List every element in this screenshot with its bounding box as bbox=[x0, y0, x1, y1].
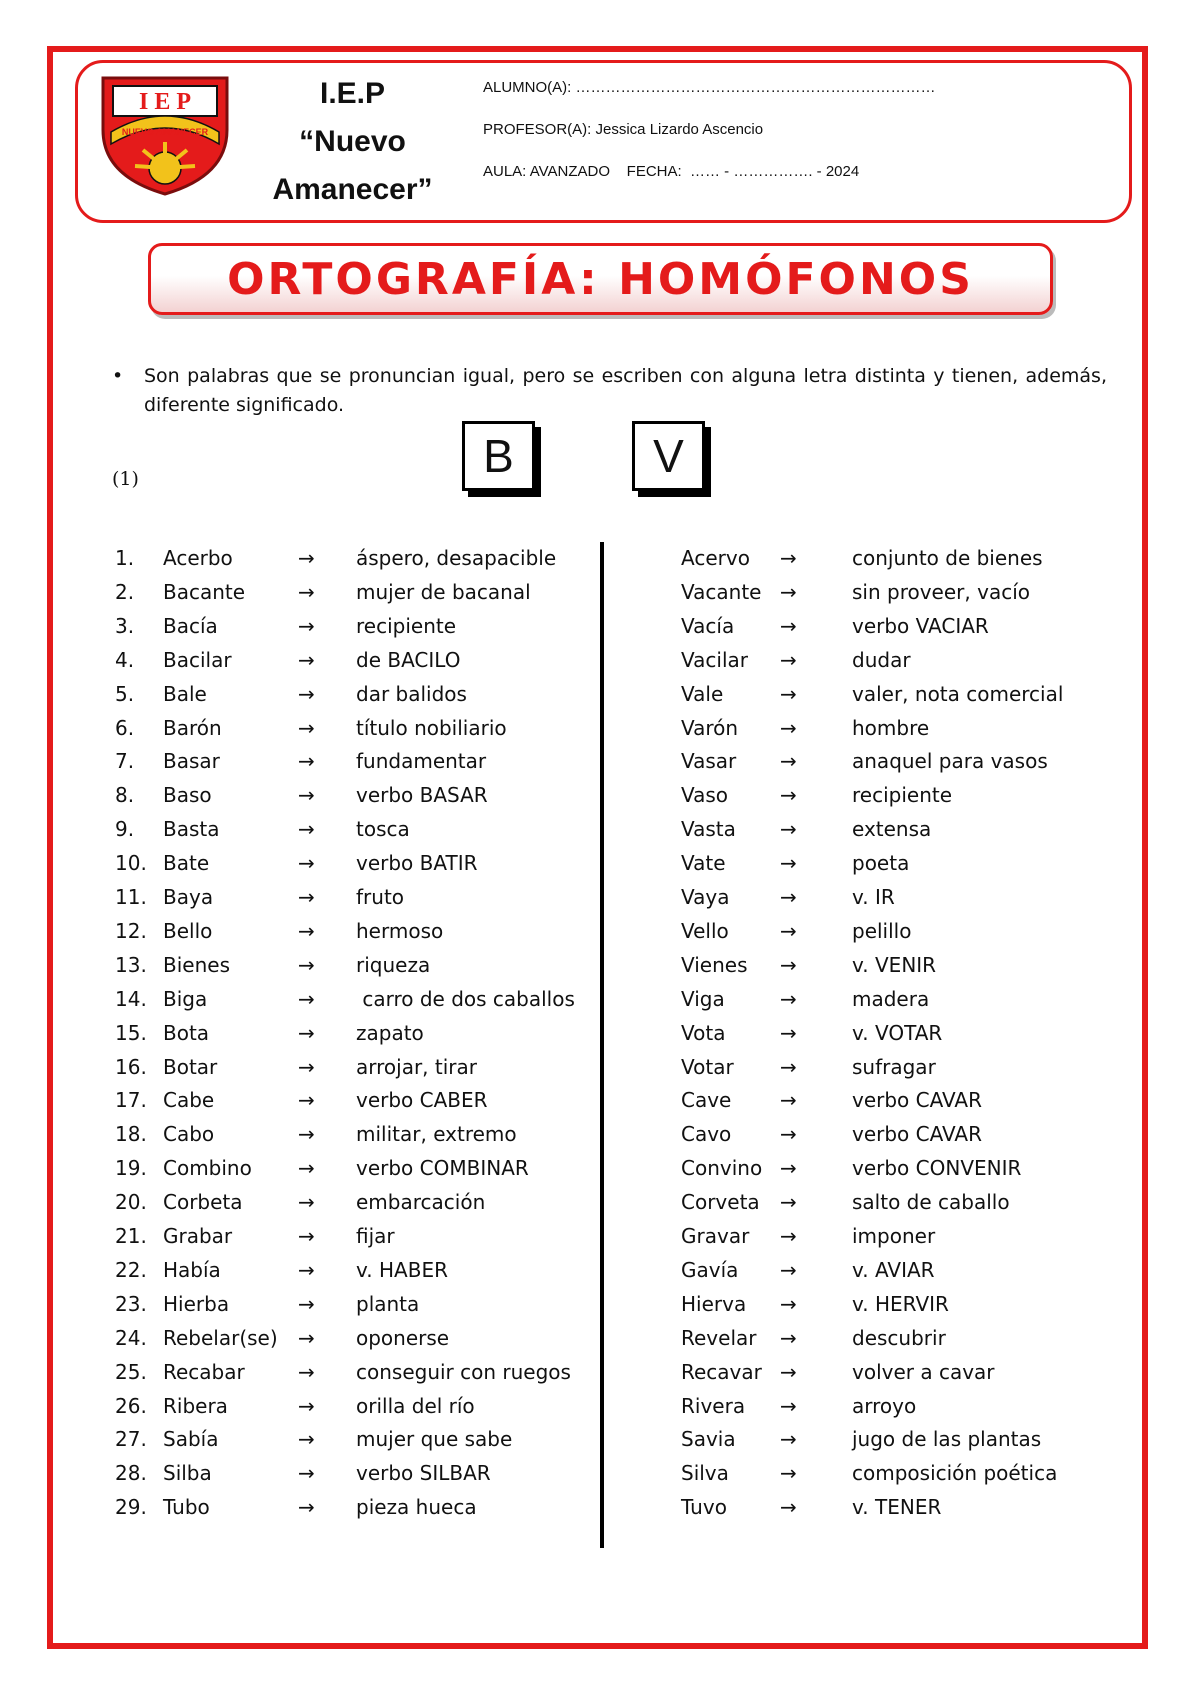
v-word: Savia bbox=[681, 1427, 736, 1452]
b-word: Recabar bbox=[163, 1359, 245, 1384]
item-number: 27. bbox=[115, 1427, 147, 1452]
arrow-icon: → bbox=[780, 1088, 797, 1113]
v-word: Vasar bbox=[681, 749, 737, 774]
b-meaning: de BACILO bbox=[356, 647, 461, 672]
v-meaning: arroyo bbox=[852, 1393, 917, 1418]
v-meaning: composición poética bbox=[852, 1461, 1058, 1486]
v-meaning: verbo CONVENIR bbox=[852, 1156, 1022, 1181]
b-meaning: embarcación bbox=[356, 1190, 486, 1215]
b-meaning: verbo COMBINAR bbox=[356, 1156, 529, 1181]
item-number: 20. bbox=[115, 1190, 147, 1215]
arrow-icon: → bbox=[298, 1020, 315, 1045]
arrow-icon: → bbox=[780, 1156, 797, 1181]
v-word: Vaso bbox=[681, 783, 729, 808]
v-meaning: extensa bbox=[852, 817, 932, 842]
list-item bbox=[0, 919, 1200, 949]
arrow-icon: → bbox=[780, 1291, 797, 1316]
list-item bbox=[0, 1190, 1200, 1220]
arrow-icon: → bbox=[780, 546, 797, 570]
v-meaning: descubrir bbox=[852, 1325, 946, 1350]
arrow-icon: → bbox=[298, 1325, 315, 1350]
arrow-icon: → bbox=[298, 986, 315, 1011]
arrow-icon: → bbox=[780, 817, 797, 842]
b-meaning: conseguir con ruegos bbox=[356, 1359, 571, 1384]
b-word: Acerbo bbox=[163, 546, 233, 570]
item-number: 1. bbox=[115, 546, 135, 570]
b-meaning: recipiente bbox=[356, 613, 457, 638]
item-number: 10. bbox=[115, 851, 147, 876]
list-item bbox=[0, 1495, 1200, 1525]
b-word: Cabo bbox=[163, 1122, 215, 1147]
b-word: Tubo bbox=[163, 1495, 210, 1520]
arrow-icon: → bbox=[298, 1054, 315, 1079]
v-word: Vacía bbox=[681, 613, 735, 638]
arrow-icon: → bbox=[298, 952, 315, 977]
b-meaning: título nobiliario bbox=[356, 715, 507, 740]
arrow-icon: → bbox=[780, 1054, 797, 1079]
arrow-icon: → bbox=[780, 1257, 797, 1282]
item-number: 5. bbox=[115, 681, 135, 706]
arrow-icon: → bbox=[780, 1427, 797, 1452]
v-word: Vienes bbox=[681, 952, 748, 977]
v-word: Cavo bbox=[681, 1122, 732, 1147]
v-word: Acervo bbox=[681, 546, 750, 570]
arrow-icon: → bbox=[298, 1291, 315, 1316]
list-item bbox=[0, 580, 1200, 610]
v-meaning: verbo CAVAR bbox=[852, 1088, 982, 1113]
item-number: 7. bbox=[115, 749, 135, 774]
b-meaning: riqueza bbox=[356, 952, 431, 977]
school-name-line3: Amanecer” bbox=[272, 173, 433, 206]
arrow-icon: → bbox=[298, 1393, 315, 1418]
v-word: Vaya bbox=[681, 885, 730, 909]
arrow-icon: → bbox=[298, 546, 315, 570]
item-number: 12. bbox=[115, 918, 147, 943]
v-meaning: imponer bbox=[852, 1224, 936, 1248]
v-meaning: sufragar bbox=[852, 1054, 936, 1079]
arrow-icon: → bbox=[780, 986, 797, 1011]
b-meaning: verbo CABER bbox=[356, 1088, 488, 1113]
b-meaning: oponerse bbox=[356, 1325, 450, 1350]
arrow-icon: → bbox=[780, 918, 797, 943]
item-number: 15. bbox=[115, 1020, 147, 1045]
b-meaning: orilla del río bbox=[356, 1393, 475, 1418]
v-meaning: dudar bbox=[852, 647, 911, 672]
b-meaning: fundamentar bbox=[356, 749, 487, 774]
list-item bbox=[0, 614, 1200, 644]
b-word: Sabía bbox=[163, 1427, 219, 1452]
v-meaning: madera bbox=[852, 986, 930, 1011]
v-meaning: v. AVIAR bbox=[852, 1257, 935, 1282]
arrow-icon: → bbox=[780, 1325, 797, 1350]
arrow-icon: → bbox=[298, 1359, 315, 1384]
item-number: 22. bbox=[115, 1257, 147, 1282]
list-item bbox=[0, 885, 1200, 915]
b-word: Bale bbox=[163, 681, 207, 706]
b-word: Grabar bbox=[163, 1224, 233, 1248]
item-number: 18. bbox=[115, 1122, 147, 1147]
b-meaning: planta bbox=[356, 1291, 420, 1316]
list-item bbox=[0, 817, 1200, 847]
list-item bbox=[0, 851, 1200, 881]
list-item bbox=[0, 1326, 1200, 1356]
v-word: Votar bbox=[681, 1054, 734, 1079]
b-word: Ribera bbox=[163, 1393, 228, 1418]
item-number: 13. bbox=[115, 952, 147, 977]
list-item bbox=[0, 1156, 1200, 1186]
list-item bbox=[0, 1055, 1200, 1085]
b-word: Baso bbox=[163, 783, 212, 808]
b-word: Bacante bbox=[163, 579, 246, 604]
b-word: Biga bbox=[163, 986, 208, 1011]
arrow-icon: → bbox=[780, 1190, 797, 1215]
item-number: 28. bbox=[115, 1461, 147, 1486]
b-word: Basta bbox=[163, 817, 220, 842]
school-name-line1: I.E.P bbox=[319, 77, 386, 110]
class-date-field: AULA: AVANZADO FECHA: …… - ……………. - 2024 bbox=[483, 163, 860, 180]
item-number: 29. bbox=[115, 1495, 147, 1520]
b-meaning: mujer de bacanal bbox=[356, 579, 531, 604]
v-meaning: volver a cavar bbox=[852, 1359, 995, 1384]
list-item bbox=[0, 682, 1200, 712]
v-word: Convino bbox=[681, 1156, 763, 1181]
arrow-icon: → bbox=[780, 715, 797, 740]
b-word: Bello bbox=[163, 918, 213, 943]
arrow-icon: → bbox=[298, 579, 315, 604]
v-meaning: conjunto de bienes bbox=[852, 546, 1043, 570]
v-word: Revelar bbox=[681, 1325, 757, 1350]
list-item bbox=[0, 749, 1200, 779]
b-meaning: hermoso bbox=[356, 918, 444, 943]
arrow-icon: → bbox=[780, 1393, 797, 1418]
list-item bbox=[0, 1292, 1200, 1322]
arrow-icon: → bbox=[298, 647, 315, 672]
v-meaning: poeta bbox=[852, 851, 910, 876]
b-word: Bota bbox=[163, 1020, 210, 1045]
list-item bbox=[0, 1394, 1200, 1424]
arrow-icon: → bbox=[780, 783, 797, 808]
b-word: Botar bbox=[163, 1054, 218, 1079]
v-meaning: v. VENIR bbox=[852, 952, 937, 977]
v-meaning: v. TENER bbox=[852, 1495, 942, 1520]
letter-v-box: V bbox=[632, 421, 705, 491]
v-meaning: recipiente bbox=[852, 783, 953, 808]
item-number: 9. bbox=[115, 817, 135, 842]
v-word: Rivera bbox=[681, 1393, 746, 1418]
list-item bbox=[0, 953, 1200, 983]
arrow-icon: → bbox=[298, 1427, 315, 1452]
v-meaning: hombre bbox=[852, 715, 930, 740]
list-item bbox=[0, 1461, 1200, 1491]
list-item bbox=[0, 1122, 1200, 1152]
v-word: Varón bbox=[681, 715, 739, 740]
b-meaning: pieza hueca bbox=[356, 1495, 477, 1520]
v-word: Vasta bbox=[681, 817, 736, 842]
v-word: Vello bbox=[681, 918, 729, 943]
v-word: Cave bbox=[681, 1088, 732, 1113]
item-number: 11. bbox=[115, 885, 147, 909]
item-number: 19. bbox=[115, 1156, 147, 1181]
arrow-icon: → bbox=[780, 952, 797, 977]
item-number: 17. bbox=[115, 1088, 147, 1113]
v-meaning: valer, nota comercial bbox=[852, 681, 1064, 706]
letter-b-box: B bbox=[462, 421, 535, 491]
list-item bbox=[0, 648, 1200, 678]
arrow-icon: → bbox=[298, 681, 315, 706]
v-meaning: verbo VACIAR bbox=[852, 613, 989, 638]
arrow-icon: → bbox=[298, 613, 315, 638]
v-word: Vale bbox=[681, 681, 724, 706]
list-item bbox=[0, 1427, 1200, 1457]
b-word: Bate bbox=[163, 851, 210, 876]
arrow-icon: → bbox=[780, 749, 797, 774]
b-word: Basar bbox=[163, 749, 220, 774]
v-word: Silva bbox=[681, 1461, 729, 1486]
arrow-icon: → bbox=[298, 1461, 315, 1486]
v-word: Vota bbox=[681, 1020, 726, 1045]
v-meaning: verbo CAVAR bbox=[852, 1122, 982, 1147]
v-word: Gavía bbox=[681, 1257, 739, 1282]
teacher-field: PROFESOR(A): Jessica Lizardo Ascencio bbox=[483, 121, 764, 138]
v-meaning: anaquel para vasos bbox=[852, 749, 1048, 774]
arrow-icon: → bbox=[298, 851, 315, 876]
arrow-icon: → bbox=[780, 1461, 797, 1486]
arrow-icon: → bbox=[298, 1190, 315, 1215]
b-meaning: militar, extremo bbox=[356, 1122, 517, 1147]
v-word: Vacante bbox=[681, 579, 762, 604]
b-word: Baya bbox=[163, 885, 214, 909]
bullet: • bbox=[112, 365, 124, 387]
b-meaning: dar balidos bbox=[356, 681, 467, 706]
v-word: Gravar bbox=[681, 1224, 750, 1248]
intro-text: Son palabras que se pronuncian igual, pero se escriben con alguna letra distinta y tienen, además, diferente significado. bbox=[144, 365, 1107, 416]
b-meaning: tosca bbox=[356, 817, 410, 842]
item-number: 21. bbox=[115, 1224, 147, 1248]
arrow-icon: → bbox=[780, 681, 797, 706]
arrow-icon: → bbox=[298, 1224, 315, 1248]
b-meaning: arrojar, tirar bbox=[356, 1054, 477, 1079]
b-word: Había bbox=[163, 1257, 221, 1282]
school-name bbox=[245, 70, 460, 214]
arrow-icon: → bbox=[298, 1495, 315, 1520]
b-word: Corbeta bbox=[163, 1190, 243, 1215]
item-number: 3. bbox=[115, 613, 135, 638]
v-word: Hierva bbox=[681, 1291, 747, 1316]
b-word: Hierba bbox=[163, 1291, 230, 1316]
arrow-icon: → bbox=[780, 613, 797, 638]
logo-letters: I E P bbox=[138, 89, 192, 115]
item-number: 4. bbox=[115, 647, 135, 672]
page-title: ORTOGRAFÍA: HOMÓFONOS bbox=[227, 253, 974, 305]
v-meaning: sin proveer, vacío bbox=[852, 579, 1030, 604]
v-word: Viga bbox=[681, 986, 725, 1011]
b-meaning: verbo BATIR bbox=[356, 851, 478, 876]
section-number: (1) bbox=[112, 468, 139, 490]
b-meaning: verbo BASAR bbox=[356, 783, 488, 808]
arrow-icon: → bbox=[298, 715, 315, 740]
item-number: 26. bbox=[115, 1393, 147, 1418]
item-number: 2. bbox=[115, 579, 135, 604]
item-number: 14. bbox=[115, 986, 147, 1011]
item-number: 23. bbox=[115, 1291, 147, 1316]
arrow-icon: → bbox=[298, 918, 315, 943]
arrow-icon: → bbox=[298, 1088, 315, 1113]
arrow-icon: → bbox=[780, 1122, 797, 1147]
student-field: ALUMNO(A): ……………………………………………………………… bbox=[483, 79, 936, 96]
b-meaning: carro de dos caballos bbox=[356, 986, 575, 1011]
list-item bbox=[0, 783, 1200, 813]
arrow-icon: → bbox=[298, 1156, 315, 1181]
b-word: Bienes bbox=[163, 952, 230, 977]
item-number: 25. bbox=[115, 1359, 147, 1384]
arrow-icon: → bbox=[780, 647, 797, 672]
b-word: Cabe bbox=[163, 1088, 215, 1113]
b-meaning: áspero, desapacible bbox=[356, 546, 557, 570]
item-number: 8. bbox=[115, 783, 135, 808]
list-item bbox=[0, 1088, 1200, 1118]
v-word: Vacilar bbox=[681, 647, 748, 672]
school-logo bbox=[95, 72, 235, 197]
b-meaning: fruto bbox=[356, 885, 405, 909]
v-meaning: v. HERVIR bbox=[852, 1291, 949, 1316]
arrow-icon: → bbox=[298, 783, 315, 808]
b-meaning: verbo SILBAR bbox=[356, 1461, 491, 1486]
v-meaning: pelillo bbox=[852, 918, 912, 943]
b-word: Rebelar(se) bbox=[163, 1325, 278, 1350]
item-number: 24. bbox=[115, 1325, 147, 1350]
intro-paragraph bbox=[112, 362, 1107, 420]
arrow-icon: → bbox=[780, 1224, 797, 1248]
b-meaning: mujer que sabe bbox=[356, 1427, 513, 1452]
list-item bbox=[0, 716, 1200, 746]
item-number: 6. bbox=[115, 715, 135, 740]
arrow-icon: → bbox=[780, 885, 797, 909]
v-word: Vate bbox=[681, 851, 726, 876]
v-meaning: jugo de las plantas bbox=[852, 1427, 1042, 1452]
arrow-icon: → bbox=[298, 817, 315, 842]
arrow-icon: → bbox=[780, 1495, 797, 1520]
list-item bbox=[0, 1258, 1200, 1288]
v-meaning: salto de caballo bbox=[852, 1190, 1010, 1215]
arrow-icon: → bbox=[780, 579, 797, 604]
arrow-icon: → bbox=[780, 1359, 797, 1384]
arrow-icon: → bbox=[298, 749, 315, 774]
list-item bbox=[0, 1021, 1200, 1051]
b-word: Bacía bbox=[163, 613, 218, 638]
item-number: 16. bbox=[115, 1054, 147, 1079]
v-word: Tuvo bbox=[681, 1495, 727, 1520]
arrow-icon: → bbox=[298, 1257, 315, 1282]
v-word: Recavar bbox=[681, 1359, 762, 1384]
v-meaning: v. IR bbox=[852, 885, 895, 909]
title-banner bbox=[148, 243, 1053, 315]
arrow-icon: → bbox=[298, 885, 315, 909]
b-word: Combino bbox=[163, 1156, 252, 1181]
list-item bbox=[0, 546, 1200, 576]
b-meaning: zapato bbox=[356, 1020, 424, 1045]
school-name-line2: “Nuevo bbox=[299, 125, 406, 158]
v-word: Corveta bbox=[681, 1190, 760, 1215]
list-item bbox=[0, 1224, 1200, 1254]
list-item bbox=[0, 987, 1200, 1017]
b-meaning: v. HABER bbox=[356, 1257, 448, 1282]
b-word: Silba bbox=[163, 1461, 212, 1486]
v-meaning: v. VOTAR bbox=[852, 1020, 943, 1045]
arrow-icon: → bbox=[298, 1122, 315, 1147]
arrow-icon: → bbox=[780, 1020, 797, 1045]
arrow-icon: → bbox=[780, 851, 797, 876]
b-word: Barón bbox=[163, 715, 222, 740]
logo-banner: NUEVO AMANECER bbox=[121, 127, 209, 137]
b-meaning: fijar bbox=[356, 1224, 395, 1248]
b-word: Bacilar bbox=[163, 647, 232, 672]
list-item bbox=[0, 1360, 1200, 1390]
